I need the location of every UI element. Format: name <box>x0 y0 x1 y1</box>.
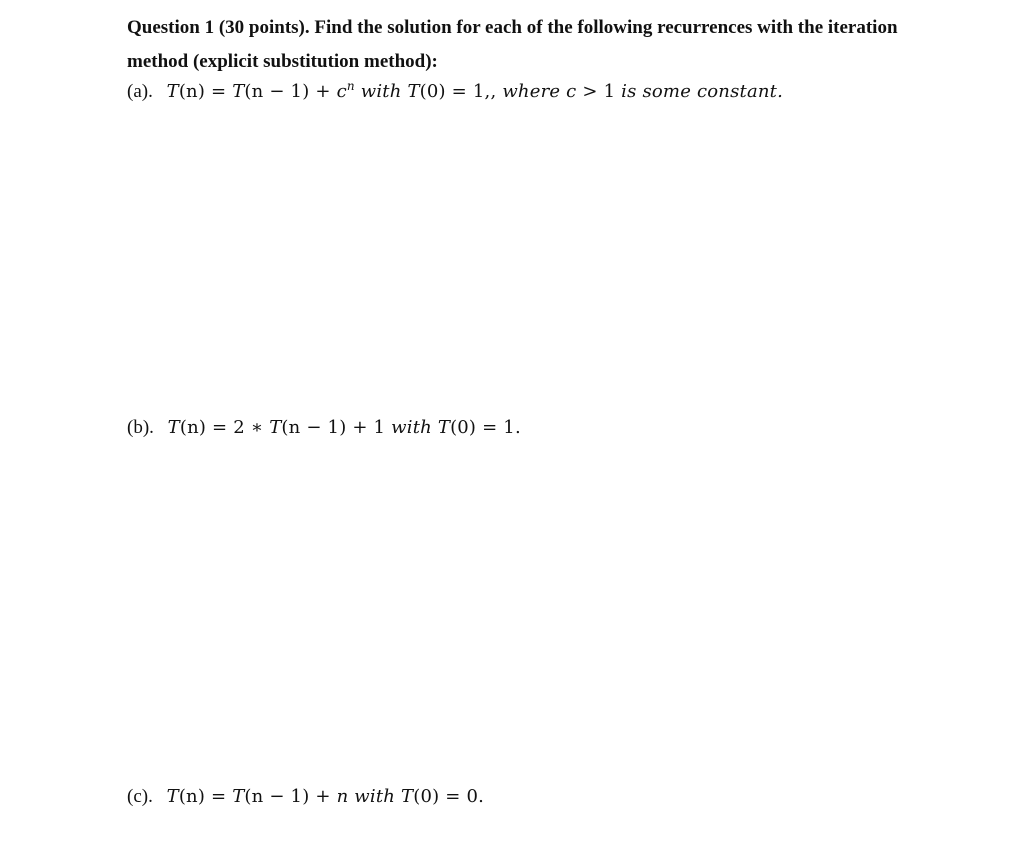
part-a-where: where <box>502 81 567 102</box>
part-a-plus: + <box>309 81 337 102</box>
part-a <box>127 81 783 103</box>
part-c-term: n <box>336 786 349 807</box>
part-b-lhs-arg: (n) <box>179 417 207 438</box>
part-a-init-arg: (0) <box>419 81 446 102</box>
question-heading <box>127 11 947 79</box>
part-c-init-func: T <box>401 786 414 807</box>
question-heading-line-1: Question 1 (30 points). Find the solution for each of the following recurrences with the iteration <box>127 17 898 38</box>
part-a-init-func: T <box>407 81 420 102</box>
part-a-label: (a). <box>127 81 153 102</box>
part-a-equals: = <box>205 81 233 102</box>
part-a-with: with <box>354 81 408 102</box>
part-a-tail: is some constant. <box>621 81 784 102</box>
part-b-rec-func: T <box>269 417 282 438</box>
part-c-equals: = <box>205 786 233 807</box>
part-c-rec-func: T <box>232 786 245 807</box>
part-c-init-eq: = 0. <box>439 786 485 807</box>
part-b-init-eq: = 1. <box>476 417 521 438</box>
part-a-init-eq: = 1,, <box>445 81 503 102</box>
part-a-rec-arg: (n − 1) <box>244 81 310 102</box>
part-a-rec-func: T <box>232 81 245 102</box>
part-b-plus: + 1 <box>346 417 386 438</box>
part-a-c-var: c <box>566 81 577 102</box>
part-a-gt: > 1 <box>576 81 622 102</box>
part-c <box>127 786 484 808</box>
part-c-lhs-func: T <box>166 786 179 807</box>
part-b-recurrence <box>168 417 521 438</box>
part-a-lhs-func: T <box>166 81 179 102</box>
part-b-init-arg: (0) <box>450 417 477 438</box>
part-b-with: with <box>385 417 438 438</box>
part-c-label: (c). <box>127 786 153 807</box>
part-c-init-arg: (0) <box>413 786 440 807</box>
part-c-recurrence <box>167 786 484 807</box>
part-a-recurrence <box>167 81 783 102</box>
part-a-power: n <box>346 79 355 93</box>
part-c-plus: + <box>309 786 337 807</box>
question-heading-line-2: method (explicit substitution method): <box>127 51 438 72</box>
part-c-with: with <box>348 786 402 807</box>
part-c-lhs-arg: (n) <box>178 786 206 807</box>
part-b-label: (b). <box>127 417 154 438</box>
part-b-lhs-func: T <box>167 417 180 438</box>
part-a-lhs-arg: (n) <box>178 81 206 102</box>
part-b-equals: = 2 ∗ <box>206 417 270 438</box>
part-b-rec-arg: (n − 1) <box>281 417 347 438</box>
part-a-base: c <box>336 81 347 102</box>
part-b <box>127 417 521 439</box>
part-c-rec-arg: (n − 1) <box>244 786 310 807</box>
part-b-init-func: T <box>437 417 451 438</box>
